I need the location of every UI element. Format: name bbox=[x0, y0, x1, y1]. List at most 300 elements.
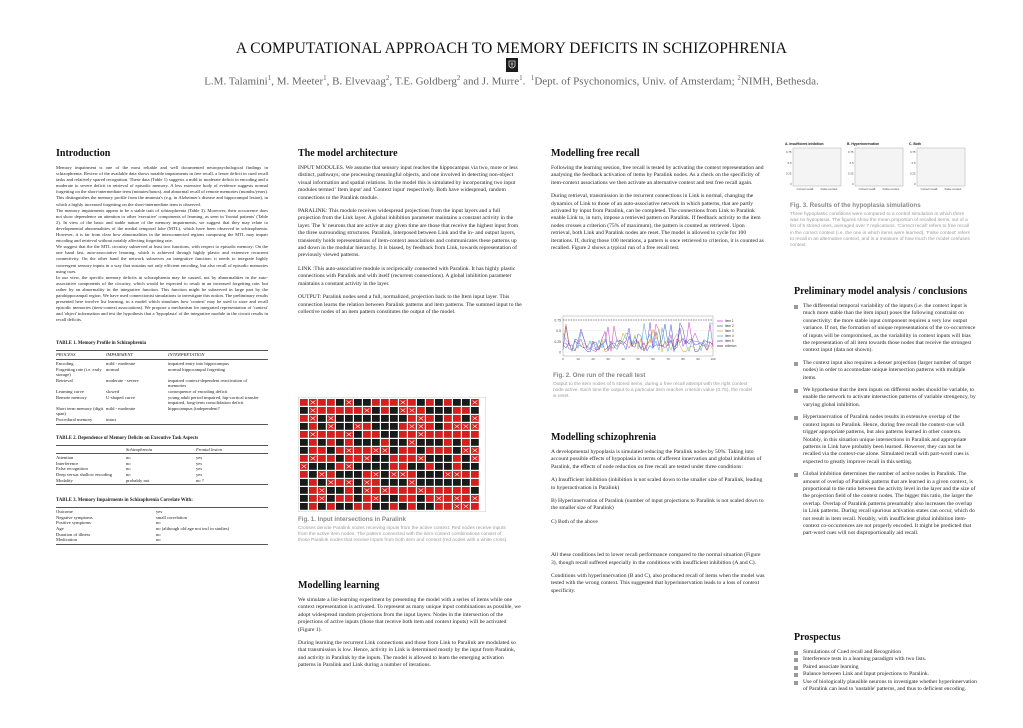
paralink-node bbox=[381, 471, 389, 478]
paralink-node bbox=[300, 471, 308, 478]
paralink-node bbox=[426, 495, 434, 502]
paralink-node bbox=[318, 447, 326, 454]
paralink-node bbox=[354, 495, 362, 502]
x-tick-label: 20 bbox=[591, 357, 595, 361]
paralink-node bbox=[300, 495, 308, 502]
schizophrenia-paragraph-1: A developmental hypoplasia is simulated reducing the Paralink nodes by 50%. Taking into account possible effects of hypoplasia in terms of afferent innervation and global inhibition of Paralink, the effects of node reduction on free recall are tested under three conditions: bbox=[551, 449, 762, 470]
table-1-impairment: mild - moderate bbox=[106, 405, 136, 411]
paralink-node bbox=[390, 431, 398, 438]
paralink-node bbox=[345, 439, 353, 446]
learning-heading: Modelling learning bbox=[298, 580, 380, 591]
paralink-node bbox=[390, 463, 398, 470]
paralink-node bbox=[318, 399, 326, 406]
paralink-node bbox=[327, 399, 335, 406]
poster-title: A COMPUTATIONAL APPROACH TO MEMORY DEFICITS IN SCHIZOPHRENIA bbox=[235, 40, 788, 57]
paralink-node bbox=[444, 431, 452, 438]
paralink-node bbox=[462, 415, 470, 422]
paralink-node bbox=[399, 487, 407, 494]
category-label: False context bbox=[944, 187, 962, 191]
intro-paragraph-2: The memory impairments appear to be a stable trait of schizophrenia (Table 3). Moreover, their occurrence does not show dependence on attention or other 'executive' components of learning, as seen in 'frontal patients' (Table 2). In view of the basic and stable nature of the memory impairments, we suggest that they may relate to developmental abnormalities of the medial temporal lobe (MTL), which have been observed in schizophrenia. However, it is far from clear how abnormalities in the interconnected regions composing the MTL may impair encoding and retrieval without notably affecting forgetting rate. bbox=[56, 207, 268, 244]
table-row bbox=[56, 395, 268, 406]
paralink-node bbox=[426, 447, 434, 454]
paralink-node bbox=[354, 407, 362, 414]
paralink-node bbox=[453, 447, 461, 454]
paralink-node bbox=[426, 455, 434, 462]
paralink-node bbox=[399, 447, 407, 454]
paralink-node bbox=[426, 431, 434, 438]
paralink-node bbox=[444, 399, 452, 406]
table-row bbox=[56, 406, 268, 417]
paralink-node bbox=[327, 447, 335, 454]
paralink-node bbox=[381, 415, 389, 422]
free-recall-paragraph-2: During retrieval, transmission in the recurrent connections in Link is normal, changing the dynamics of Link to those of an auto-associative network in which patterns, that are partly activated by input from Paralink, can be completed. The connections from Link to Paralink enable Link to, in turn, impose a retrieved pattern on Paralink. If feedback activity to the item nodes crosses a criterion (75% of maximum), the pattern is counted as retrieved. Upon retrieval, both Link and Paralink nodes are reset. The model is allowed to cycle for 100 iterations. If, during those 100 iterations, a pattern is once retrieved to criterion, it is counted as recalled. Figure 2 shows a typical run of a free recall test. bbox=[551, 193, 764, 252]
paralink-node bbox=[300, 399, 308, 406]
paralink-node bbox=[426, 463, 434, 470]
paralink-node bbox=[462, 479, 470, 486]
paralink-node bbox=[345, 495, 353, 502]
legend-label: criterion bbox=[725, 344, 737, 349]
conclusions-heading: Preliminary model analysis / conclusions bbox=[794, 286, 968, 297]
paralink-node bbox=[336, 471, 344, 478]
paralink-node bbox=[390, 479, 398, 486]
x-tick-label: 50 bbox=[636, 357, 640, 361]
learning-paragraph-1: We simulate a list-learning experiment by presenting the model with a series of items while one context representation is activated. To represent as many unique input combinations as possible, we adopt widespread random projections from the input layers. Nodes in the intersection of the projections of active inputs (those that receive both item and context inputs) will be activated (Figure 1). bbox=[298, 597, 521, 633]
table-2-frontal: yes bbox=[196, 455, 203, 461]
paralink-node bbox=[453, 407, 461, 414]
x-tick-label: 30 bbox=[606, 357, 610, 361]
paralink-node bbox=[372, 487, 380, 494]
prospectus-item: Paired associate learning bbox=[794, 664, 977, 671]
paralink-node bbox=[309, 463, 317, 470]
conclusion-item: Hyperinnervation of Paralink nodes results in extensive overlap of the context inputs to Paralink. Hence, during free recall the context-cue will trigger appropriate patterns, but also patterns learned in other contexts. Notably, in this situation unique intersections in Paralink and appropriate patterns in Link have probably been learned. However, they can not be recalled via the context-cue alone. Simulated recall with part-word cues is expected to greatly improve recall in this setting. bbox=[794, 414, 977, 466]
architecture-link: LINK :This auto-associative module is reciprocally connected with Paralink. It has highly plastic connections with Paralink and with itself (recurrent connections). A global inhibition parameter maintains a constant activity in the layer. bbox=[298, 265, 516, 287]
paralink-node bbox=[435, 463, 443, 470]
figure-3-panels bbox=[784, 140, 970, 196]
paralink-node bbox=[318, 407, 326, 414]
table-2-aspect: False recognition bbox=[56, 466, 88, 472]
paralink-node bbox=[300, 487, 308, 494]
table-3-correlation: no bbox=[156, 531, 161, 537]
paralink-node bbox=[417, 447, 425, 454]
paralink-node bbox=[354, 503, 362, 510]
paralink-node bbox=[408, 399, 416, 406]
category-label: Correct recall bbox=[796, 187, 814, 191]
prospectus-section bbox=[794, 632, 977, 693]
table-1-interpretation: impaired entry into hippocampus bbox=[168, 361, 229, 367]
figure-2-caption bbox=[553, 372, 753, 401]
legend-label: item 3 bbox=[725, 329, 734, 334]
table-3-variable: Negative symptoms bbox=[56, 514, 93, 520]
paralink-node bbox=[309, 487, 317, 494]
prospectus-item: Use of biologically plausible neurons to investigate whether hyperinnervation of Paralink can lead to 'unstable' patterns, and thus to deficient encoding. bbox=[794, 679, 977, 694]
paralink-node bbox=[462, 487, 470, 494]
paralink-node bbox=[408, 495, 416, 502]
category-label: False context bbox=[820, 187, 838, 191]
paralink-node bbox=[327, 431, 335, 438]
table-1-interpretation: impaired context-dependent reactivation of memories bbox=[168, 377, 248, 389]
paralink-node bbox=[444, 495, 452, 502]
paralink-node bbox=[471, 407, 479, 414]
paralink-node bbox=[372, 503, 380, 510]
table-2-aspect: Deep versus shallow encoding bbox=[56, 471, 113, 477]
schizophrenia-paragraph-3: Conditions with hyperinnervation (B and C), also produced recall of items when the model was tested with the wrong context. This suggested that hyperinnervation leads to a loss of context specificity. bbox=[551, 573, 765, 594]
paralink-node bbox=[363, 431, 371, 438]
paralink-node bbox=[408, 463, 416, 470]
paralink-node bbox=[426, 415, 434, 422]
schizophrenia-heading: Modelling schizophrenia bbox=[551, 432, 657, 443]
paralink-node bbox=[336, 463, 344, 470]
table-1-interpretation: young adult period impaired, hip-cortical transfer impaired, long-term consolidation deficit bbox=[168, 394, 259, 406]
recall-run-chart-svg bbox=[551, 312, 747, 366]
authors-line: L.M. Talamini$^1$, M. Meeter$^1$, B. Elvevaag$^2$, T.E. Goldberg$^2$ and J. Murre$^1$. $^1$Dept. of Psychonomics, Univ. of Amsterdam; $^2$NIMH, Bethesda. bbox=[204, 74, 819, 88]
table-1-process: Learning curve bbox=[56, 389, 84, 394]
paralink-node bbox=[417, 479, 425, 486]
paralink-node bbox=[318, 431, 326, 438]
table-1-impairment: normal bbox=[106, 366, 120, 372]
table-3 bbox=[56, 498, 268, 545]
schizophrenia-section bbox=[551, 432, 765, 595]
y-tick-label: 0 bbox=[559, 350, 561, 355]
paralink-node bbox=[399, 431, 407, 438]
table-3-variable: Medication bbox=[56, 537, 77, 543]
paralink-node bbox=[318, 455, 326, 462]
paralink-node bbox=[444, 487, 452, 494]
paralink-node bbox=[426, 487, 434, 494]
table-row bbox=[56, 417, 268, 423]
paralink-node bbox=[453, 479, 461, 486]
architecture-column bbox=[298, 148, 522, 316]
schizophrenia-paragraph-2: All these conditions led to lower recall performance compared to the normal situation (Figure 3), though recall suffered especially in the conditions with insufficient inhibition (A and C). bbox=[551, 552, 761, 566]
x-tick-label: 100 bbox=[710, 357, 716, 361]
table-1-process: Procedural memory bbox=[56, 416, 93, 422]
table-1-impairment: U-shaped curve bbox=[106, 394, 135, 400]
learning-paragraph-2: During learning the recurrent Link connections and those from Link to Paralink are modulated so that transmission is low. Hence, activity in Link is determined mostly by the input from Paralink, and activity in Paralink by the inputs. The model is allowed to learn the emerging activation patterns in Paralink and Link during a number of iterations. bbox=[298, 640, 516, 669]
table-3-variable: Duration of illness bbox=[56, 531, 91, 537]
conclusion-item: The differential temporal variability of the inputs (i.e. the context input is much more stable than the item input) poses the following constraint on connectivity: the more stable input component requires a very low output variance. If not, the formation of unique representations of the co-occurrence of inputs will be compromised, as the variability in context inputs will bias the representation of all item towards those nodes that receive the strongest context input (data not shown). bbox=[794, 303, 977, 355]
paralink-node bbox=[354, 399, 362, 406]
paralink-node bbox=[300, 431, 308, 438]
paralink-node bbox=[309, 447, 317, 454]
table-1-title: TABLE 1. Memory Profile in Schizophrenia bbox=[56, 341, 147, 347]
figure-1-description: Crosses denote Paralink nodes receiving inputs from the active context. Red nodes receive inputs from the active item nodes. The pattern connected with the item-context combinations consist of those Paralink nodes that receive inputs from both item and context (red nodes with a white cross). bbox=[298, 526, 508, 544]
paralink-node bbox=[354, 439, 362, 446]
paralink-node bbox=[345, 455, 353, 462]
table-1-interpretation: consequence of encoding deficit bbox=[168, 389, 228, 394]
paralink-node bbox=[318, 423, 326, 430]
x-tick-label: 40 bbox=[621, 357, 625, 361]
conclusions-section bbox=[794, 286, 977, 543]
paralink-node bbox=[336, 439, 344, 446]
intro-paragraph-4: In our view, the specific memory deficits in schizophrenia may be caused, not by abnormalities in the auto-associative components of the circuitry, which would be expected to result in an increased forgetting rate, but rather by an abnormality in the integrative function. This function might be subserved in large part by the parahippocampal region. We have used connectionist simulations to investigate this notion. The preliminary results presented here involve list learning, in a model which simulates how 'context' may be used to store and recall episodic memories (item-context associations). We propose a mechanism for integrated representation of 'context' and 'object' information and test the hypothesis that a 'hypoplasia' of the integrative module in the circuit results in recall deficits. bbox=[56, 274, 268, 323]
paralink-node bbox=[471, 439, 479, 446]
paralink-node bbox=[426, 407, 434, 414]
paralink-node bbox=[435, 447, 443, 454]
paralink-node bbox=[390, 423, 398, 430]
table-3-correlation: small correlation bbox=[156, 514, 187, 520]
paralink-node bbox=[363, 415, 371, 422]
x-tick-label: 70 bbox=[666, 357, 670, 361]
architecture-heading: The model architecture bbox=[298, 148, 398, 159]
paralink-node bbox=[462, 407, 470, 414]
architecture-input-modules: INPUT MODULES. We assume that sensory input reaches the hippocampus via two, more or less distinct, pathways; one processing meaningful objects, and one involved in detecting non-object visual information and spatial relations. In the model this is simulated by incorporating two input modules termed ' Item input' and 'Context input' respectively. Both have widespread, random connections to the Paralink module. bbox=[298, 165, 518, 201]
paralink-node bbox=[309, 503, 317, 510]
table-3-correlation: no bbox=[156, 520, 161, 526]
conclusion-item: The context input also requires a denser projection (larger number of target nodes) in order to accomodate unique intersection patterns with multiple items. bbox=[794, 360, 977, 382]
paralink-node bbox=[408, 455, 416, 462]
table-1-col-impairment: IMPAIRMENT bbox=[106, 352, 133, 358]
paralink-node bbox=[390, 503, 398, 510]
paralink-node bbox=[336, 487, 344, 494]
intro-heading: Introduction bbox=[56, 148, 111, 159]
paralink-node bbox=[363, 399, 371, 406]
table-1-impairment: intact bbox=[106, 416, 117, 422]
legend-label: item 5 bbox=[725, 339, 734, 344]
paralink-node bbox=[462, 455, 470, 462]
paralink-node bbox=[381, 399, 389, 406]
prospectus-item: Simulations of Cued recall and Recognition bbox=[794, 649, 977, 656]
table-1-process: Short term memory (digit span) bbox=[56, 405, 104, 417]
paralink-node bbox=[381, 463, 389, 470]
paralink-node bbox=[336, 495, 344, 502]
paralink-node bbox=[417, 503, 425, 510]
paralink-node bbox=[372, 463, 380, 470]
table-1-col-process: PROCESS bbox=[56, 352, 76, 358]
table-1-impairment: slowed bbox=[106, 389, 120, 394]
paralink-node bbox=[417, 439, 425, 446]
y-tick-label: 0 bbox=[851, 182, 854, 187]
paralink-node bbox=[426, 503, 434, 510]
paralink-node bbox=[309, 423, 317, 430]
paralink-node bbox=[435, 487, 443, 494]
prospectus-heading: Prospectus bbox=[794, 632, 841, 643]
paralink-node bbox=[336, 479, 344, 486]
paralink-node bbox=[471, 471, 479, 478]
paralink-node bbox=[444, 407, 452, 414]
paralink-node bbox=[435, 455, 443, 462]
paralink-node bbox=[336, 447, 344, 454]
paralink-node bbox=[354, 479, 362, 486]
paralink-node bbox=[390, 399, 398, 406]
paralink-node bbox=[336, 415, 344, 422]
table-2-title: TABLE 2. Dependence of Memory Deficits on Executive Task Aspects bbox=[56, 435, 199, 441]
paralink-node bbox=[453, 487, 461, 494]
paralink-node bbox=[390, 407, 398, 414]
table-3-body bbox=[56, 509, 268, 543]
paralink-node bbox=[435, 423, 443, 430]
legend-label: item 1 bbox=[725, 319, 734, 324]
table-1 bbox=[56, 341, 268, 424]
table-1-interpretation: normal hippocampal forgetting bbox=[168, 366, 226, 372]
paralink-node bbox=[336, 399, 344, 406]
table-3-correlation: yes bbox=[156, 509, 163, 515]
paralink-node bbox=[399, 415, 407, 422]
paralink-node bbox=[435, 503, 443, 510]
panel-label: C. Both bbox=[909, 142, 922, 146]
paralink-node bbox=[444, 479, 452, 486]
table-2-frontal: yes bbox=[196, 466, 203, 472]
y-tick-label: 0 bbox=[913, 182, 916, 187]
paralink-node bbox=[444, 463, 452, 470]
paralink-node bbox=[381, 495, 389, 502]
panel-plot-area bbox=[917, 148, 965, 186]
table-1-interpretation bbox=[168, 417, 266, 423]
paralink-node bbox=[417, 407, 425, 414]
paralink-node bbox=[300, 439, 308, 446]
table-2-frontal: yes bbox=[196, 471, 203, 477]
table-3-title: TABLE 3. Memory Impairments in Schizophrenia Correlate With: bbox=[56, 498, 193, 504]
paralink-node bbox=[327, 455, 335, 462]
table-1-body bbox=[56, 361, 268, 423]
paralink-node bbox=[462, 439, 470, 446]
paralink-node bbox=[417, 399, 425, 406]
paralink-node bbox=[372, 423, 380, 430]
table-3-variable: Outcome bbox=[56, 509, 73, 515]
table-2-schizophrenia: no bbox=[126, 455, 131, 461]
paralink-node bbox=[354, 487, 362, 494]
paralink-node bbox=[471, 463, 479, 470]
architecture-output: OUTPUT: Paralink nodes send a full, normalized, projection back to the Item input layer. This connection learns the relation between Paralink patterns and item patterns. The summed input to the collective nodes of an item pattern constitutes the output of the model. bbox=[298, 294, 522, 315]
university-logo-icon bbox=[506, 58, 518, 72]
intro-paragraph-3: We suggest that the the MTL circuitry subserved at least two functions, with respect to episodic memory: On the one hand fast, auto-associative learning, which is achieved through highly plastic and extensive recurrent connectivity. On the other hand the network subserves an integrative function: it needs to integrate highly convergent sensory inputs in a way that sustains not only efficient encoding, but also recall of episodic memories using cues. bbox=[56, 244, 268, 274]
y-tick-label: 0 bbox=[789, 182, 792, 187]
figure-3-caption bbox=[790, 202, 970, 249]
paralink-node bbox=[300, 455, 308, 462]
paralink-node bbox=[381, 431, 389, 438]
legend-label: item 4 bbox=[725, 334, 734, 339]
table-2-body bbox=[56, 455, 268, 483]
paralink-node bbox=[426, 423, 434, 430]
paralink-node bbox=[381, 423, 389, 430]
paralink-node bbox=[354, 455, 362, 462]
table-2-aspect: Modality bbox=[56, 477, 73, 483]
paralink-node bbox=[435, 471, 443, 478]
paralink-node bbox=[408, 447, 416, 454]
table-row bbox=[56, 378, 268, 389]
learning-section bbox=[298, 580, 522, 670]
table-2-schizophrenia: no bbox=[126, 471, 131, 477]
paralink-node bbox=[336, 423, 344, 430]
paralink-node bbox=[471, 487, 479, 494]
figure-3-description: Three hypoplastic conditions were compared to a control simulation in which there was no hypoplasia. The figures show the mean proportion of recalled items, out of a list of 5 stored ones, averaged over 7 replications. 'Correct recall' refers to free recall in the correct context (i.e. the one in which items were learned), 'False context' refers to recall in an alternative context, and is a measure of how much the model confuses context. bbox=[790, 212, 970, 249]
paralink-node bbox=[363, 495, 371, 502]
paralink-node bbox=[354, 463, 362, 470]
paralink-node bbox=[426, 399, 434, 406]
prospectus-item: Balance between Link and Input projections to Paralink. bbox=[794, 671, 977, 678]
paralink-node bbox=[345, 503, 353, 510]
paralink-node bbox=[435, 415, 443, 422]
y-tick-label: 0.5 bbox=[556, 329, 561, 334]
paralink-node bbox=[399, 463, 407, 470]
free-recall-paragraph-1: Following the learning session, free recall is tested by activating the context representation and analysing the feedback activation of items by Paralink nodes. As a check on the specificity of item-context associations we then activate an alternative context and test free recall again. bbox=[551, 165, 764, 186]
paralink-node bbox=[417, 471, 425, 478]
y-tick-label: 0.25 bbox=[786, 171, 792, 176]
table-2 bbox=[56, 436, 268, 486]
paralink-node bbox=[399, 495, 407, 502]
paralink-node bbox=[390, 455, 398, 462]
paralink-node bbox=[354, 471, 362, 478]
paralink-node bbox=[336, 455, 344, 462]
paralink-node bbox=[417, 463, 425, 470]
legend-label: item 2 bbox=[725, 324, 734, 329]
paralink-node bbox=[318, 479, 326, 486]
paralink-node bbox=[345, 415, 353, 422]
paralink-node bbox=[309, 439, 317, 446]
table-1-process: Encoding bbox=[56, 361, 74, 367]
paralink-node bbox=[426, 439, 434, 446]
paralink-node bbox=[426, 479, 434, 486]
table-3-correlation: no (although old age not incl in studies) bbox=[156, 525, 230, 531]
schizophrenia-condition-c: C) Both of the above bbox=[551, 518, 598, 525]
paralink-node bbox=[363, 423, 371, 430]
paralink-node bbox=[336, 503, 344, 510]
paralink-node bbox=[345, 407, 353, 414]
paralink-node bbox=[327, 439, 335, 446]
schizophrenia-condition-b: B) Hyperinnervation of Paralink (number of input projections to Paralink is not scaled down to the smaller size of Paralink) bbox=[551, 498, 764, 512]
paralink-node bbox=[408, 471, 416, 478]
paralink-node bbox=[327, 495, 335, 502]
paralink-node bbox=[345, 487, 353, 494]
paralink-node bbox=[390, 495, 398, 502]
table-1-process: Retrieval bbox=[56, 377, 73, 383]
table-1-impairment: mild - moderate bbox=[106, 361, 136, 367]
paralink-node bbox=[381, 455, 389, 462]
figure-1-paralink-grid bbox=[298, 397, 486, 512]
paralink-node bbox=[336, 431, 344, 438]
paralink-node bbox=[408, 431, 416, 438]
paralink-node bbox=[300, 423, 308, 430]
paralink-node bbox=[300, 503, 308, 510]
free-recall-column bbox=[551, 148, 765, 252]
table-2-header bbox=[56, 447, 268, 453]
y-tick-label: 0.25 bbox=[848, 171, 854, 176]
y-tick-label: 0.25 bbox=[910, 171, 916, 176]
table-1-impairment: moderate - severe bbox=[106, 377, 139, 383]
paralink-node bbox=[471, 503, 479, 510]
table-2-aspect: Attention bbox=[56, 455, 74, 461]
paralink-node bbox=[444, 415, 452, 422]
paralink-node bbox=[462, 495, 470, 502]
table-1-interpretation: hippocampus (independent? bbox=[168, 405, 220, 411]
paralink-node bbox=[453, 415, 461, 422]
paralink-node bbox=[453, 463, 461, 470]
paralink-node bbox=[435, 407, 443, 414]
paralink-node bbox=[444, 447, 452, 454]
figure-2-chart bbox=[551, 312, 747, 366]
table-2-schizophrenia: no bbox=[126, 466, 131, 472]
paralink-node bbox=[399, 479, 407, 486]
paralink-node bbox=[300, 407, 308, 414]
paralink-node bbox=[327, 407, 335, 414]
y-tick-label: 0.5 bbox=[787, 160, 792, 165]
table-2-schizophrenia: no bbox=[126, 460, 131, 466]
paralink-node bbox=[363, 471, 371, 478]
table-2-col-schizophrenia: Schizophrenia bbox=[126, 446, 153, 452]
table-1-col-interpretation: INTERPRETATION bbox=[168, 352, 205, 358]
y-tick-label: 0.5 bbox=[911, 160, 916, 165]
free-recall-heading: Modelling free recall bbox=[551, 148, 640, 159]
paralink-node bbox=[453, 439, 461, 446]
paralink-node bbox=[453, 431, 461, 438]
paralink-node bbox=[363, 447, 371, 454]
paralink-node bbox=[399, 455, 407, 462]
figure-2-description: Output to the item nodes of 5 stored items, during a free recall attempt with the right context node active. Each time the output to a particular item reaches criterion value (0.75), the model is reset. bbox=[553, 382, 753, 400]
paralink-node bbox=[354, 415, 362, 422]
paralink-node bbox=[327, 471, 335, 478]
panel-plot-area bbox=[855, 148, 903, 186]
paralink-node bbox=[318, 503, 326, 510]
panel-label: A. Insufficient inhibition bbox=[785, 142, 824, 146]
table-2-schizophrenia: probably not bbox=[126, 477, 150, 483]
